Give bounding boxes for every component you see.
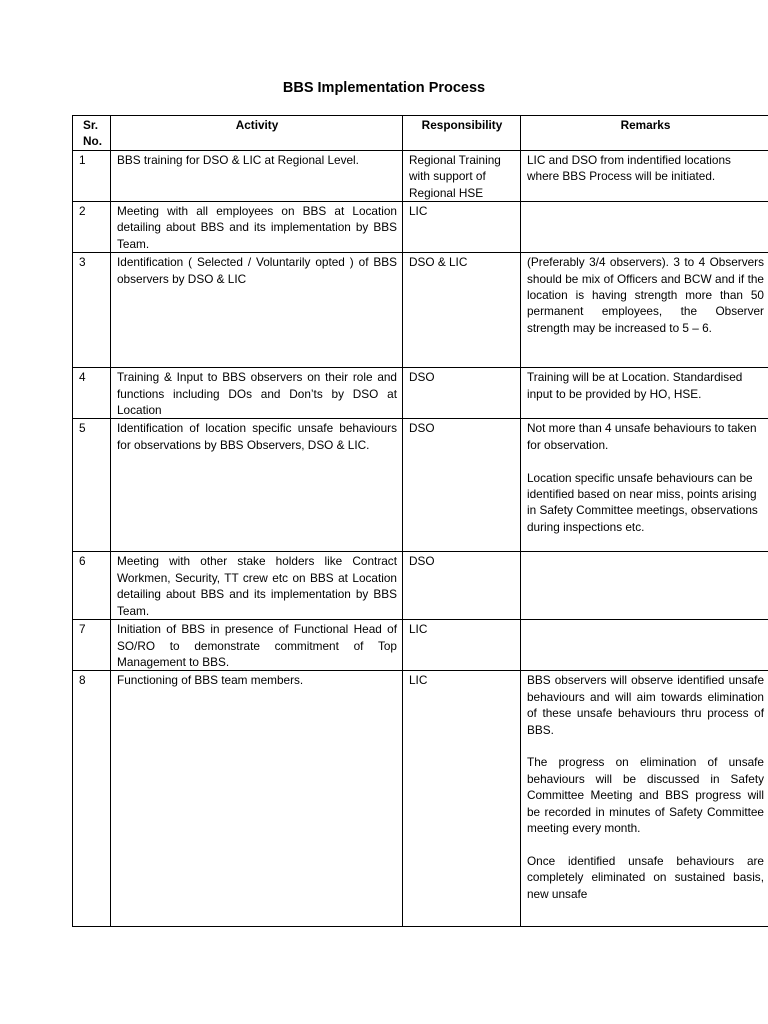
responsibility-cell: DSO: [403, 552, 521, 620]
table-row: [73, 552, 768, 620]
activity-cell: Training & Input to BBS observers on their role and functions including DOs and Don’ts by DSO at Location: [111, 368, 403, 419]
remarks-paragraph: Once identified unsafe behaviours are completely eliminated on sustained basis, new unsafe: [527, 853, 764, 901]
page-title: BBS Implementation Process: [282, 80, 486, 96]
sr-no-cell: 6: [73, 552, 111, 620]
remarks-paragraph: Location specific unsafe behaviours can be identified based on near miss, points arising in Safety Committee meetings, observations during inspections etc.: [527, 470, 758, 534]
table-row: [73, 368, 768, 419]
header-responsibility: Responsibility: [403, 116, 521, 151]
remarks-paragraph: The progress on elimination of unsafe behaviours will be discussed in Safety Committee Meeting and BBS progress will be recorded in minutes of Safety Committee meeting every month.: [527, 755, 764, 835]
remarks-cell: [521, 253, 768, 368]
remarks-cell: [521, 620, 768, 671]
remarks-cell: [521, 368, 768, 419]
activity-cell: BBS training for DSO & LIC at Regional Level.: [111, 150, 403, 201]
responsibility-cell: LIC: [403, 671, 521, 927]
activity-cell: Meeting with other stake holders like Contract Workmen, Security, TT crew etc on BBS at Location detailing about BBS and its implementation by BBS Team.: [111, 552, 403, 620]
table-row: [73, 419, 768, 552]
sr-no-cell: 8: [73, 671, 111, 927]
header-sr-no: Sr. No.: [73, 116, 111, 151]
activity-cell: Meeting with all employees on BBS at Location detailing about BBS and its implementation by BBS Team.: [111, 202, 403, 253]
responsibility-cell: DSO: [403, 419, 521, 552]
responsibility-cell: DSO: [403, 368, 521, 419]
table-row: [73, 620, 768, 671]
responsibility-cell: LIC: [403, 202, 521, 253]
remarks-cell: [521, 419, 768, 552]
header-remarks: Remarks: [521, 116, 768, 151]
remarks-paragraph: LIC and DSO from indentified locations where BBS Process will be initiated.: [527, 152, 731, 184]
table-row: [73, 253, 768, 368]
table-header-row: [73, 116, 768, 151]
sr-no-cell: 3: [73, 253, 111, 368]
responsibility-cell: Regional Training with support of Regional HSE: [403, 150, 521, 201]
sr-no-cell: 5: [73, 419, 111, 552]
activity-cell: Identification of location specific unsafe behaviours for observations by BBS Observers, DSO & LIC.: [111, 419, 403, 552]
responsibility-cell: DSO & LIC: [403, 253, 521, 368]
table-row: [73, 202, 768, 253]
remarks-cell: [521, 671, 768, 927]
remarks-paragraph: BBS observers will observe identified unsafe behaviours and will aim towards elimination of these unsafe behaviours thru process of BBS.: [527, 673, 764, 737]
table-row: [73, 671, 768, 927]
sr-no-cell: 7: [73, 620, 111, 671]
activity-cell: Identification ( Selected / Voluntarily opted ) of BBS observers by DSO & LIC: [111, 253, 403, 368]
activity-cell: Initiation of BBS in presence of Functional Head of SO/RO to demonstrate commitment of Top Management to BBS.: [111, 620, 403, 671]
remarks-paragraph: Training will be at Location. Standardised input to be provided by HO, HSE.: [527, 370, 743, 401]
bbs-process-table: [72, 115, 768, 927]
table-row: [73, 150, 768, 201]
remarks-cell: [521, 552, 768, 620]
sr-no-cell: 4: [73, 368, 111, 419]
sr-no-cell: 2: [73, 202, 111, 253]
sr-no-cell: 1: [73, 150, 111, 201]
remarks-cell: [521, 150, 768, 201]
responsibility-cell: LIC: [403, 620, 521, 671]
remarks-paragraph: (Preferably 3/4 observers). 3 to 4 Observers should be mix of Officers and BCW and if the location is having strength more than 50 permanent employees, the Observer strength may be increased to 5 – 6.: [527, 255, 764, 335]
remarks-cell: [521, 202, 768, 253]
header-activity: Activity: [111, 116, 403, 151]
activity-cell: Functioning of BBS team members.: [111, 671, 403, 927]
remarks-paragraph: Not more than 4 unsafe behaviours to taken for observation.: [527, 421, 757, 452]
